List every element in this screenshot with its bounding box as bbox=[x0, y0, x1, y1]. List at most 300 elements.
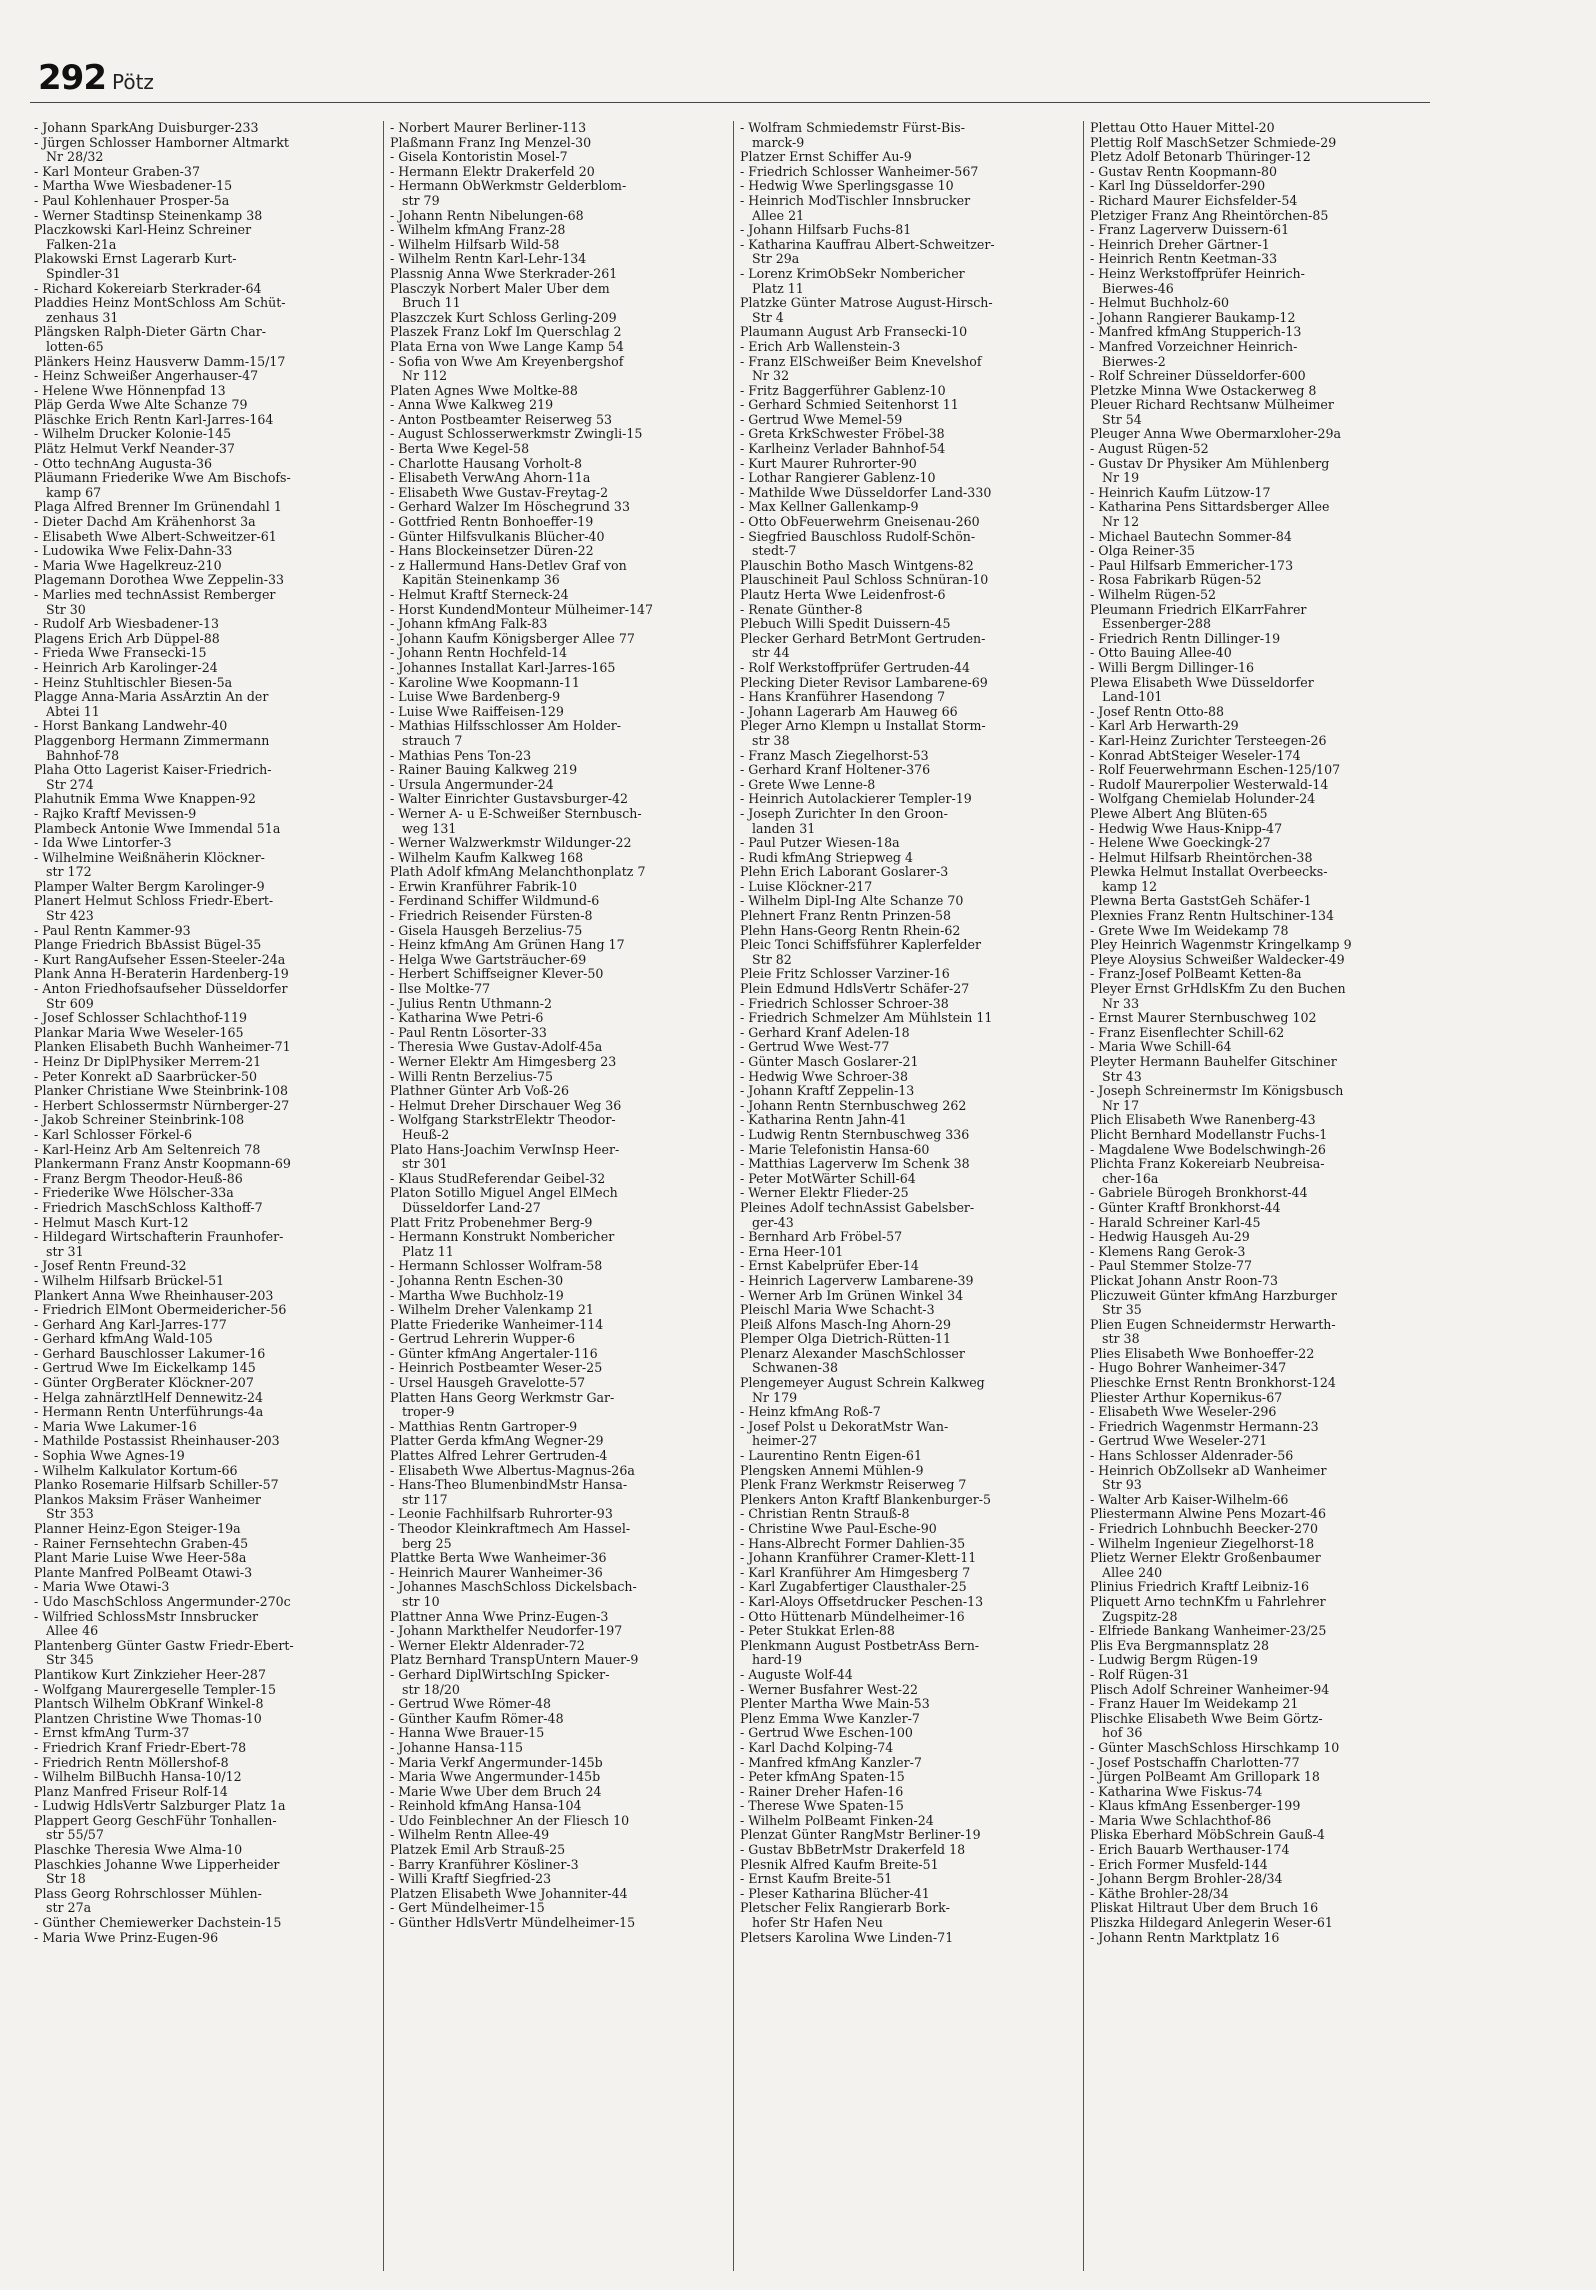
directory-entry: - Helga Wwe Gartsträucher-69 bbox=[390, 952, 587, 967]
directory-entry: - Klaus kfmAng Essenberger-199 bbox=[1090, 1799, 1301, 1814]
directory-entry: str 55/57 bbox=[34, 1828, 104, 1843]
directory-entry: Plankos Maksim Fräser Wanheimer bbox=[34, 1492, 261, 1507]
directory-entry: Plewe Albert Ang Blüten-65 bbox=[1090, 806, 1268, 821]
directory-entry: marck-9 bbox=[740, 135, 805, 150]
directory-entry: - Wolfgang Chemielab Holunder-24 bbox=[1090, 792, 1316, 807]
directory-entry: - Gerhard Ang Karl-Jarres-177 bbox=[34, 1317, 227, 1332]
directory-entry: - Rolf Werkstoffprüfer Gertruden-44 bbox=[740, 660, 971, 675]
directory-entry: - Auguste Wolf-44 bbox=[740, 1667, 853, 1682]
directory-entry: Plien Eugen Schneidermstr Herwarth- bbox=[1090, 1317, 1336, 1332]
directory-entry: Plietz Werner Elektr Großenbaumer bbox=[1090, 1551, 1321, 1566]
directory-entry: - Ludwig Rentn Sternbuschweg 336 bbox=[740, 1127, 970, 1142]
directory-entry: Plein Edmund HdlsVertr Schäfer-27 bbox=[740, 982, 970, 997]
directory-entry: - Erich Bauarb Werthauser-174 bbox=[1090, 1843, 1290, 1858]
directory-entry: - Helene Wwe Hönnenpfad 13 bbox=[34, 383, 226, 398]
directory-entry: Planko Rosemarie Hilfsarb Schiller-57 bbox=[34, 1478, 279, 1493]
directory-entry: - Erich Former Musfeld-144 bbox=[1090, 1857, 1268, 1872]
directory-entry: - Gertrud Wwe Weseler-271 bbox=[1090, 1434, 1268, 1449]
directory-entry: - Walter Einrichter Gustavsburger-42 bbox=[390, 792, 629, 807]
directory-entry: Plass Georg Rohrschlosser Mühlen- bbox=[34, 1886, 262, 1901]
directory-entry: Land-101 bbox=[1090, 690, 1163, 705]
directory-entry: - Maria Verkf Angermunder-145b bbox=[390, 1755, 603, 1770]
directory-entry: - Günter Kraftf Bronkhorst-44 bbox=[1090, 1200, 1281, 1215]
directory-entry: - Theodor Kleinkraftmech Am Hassel- bbox=[390, 1522, 631, 1536]
directory-entry: - Heinrich ModTischler Innsbrucker bbox=[740, 193, 971, 208]
directory-entry: - Maria Wwe Schlachthof-86 bbox=[1090, 1813, 1272, 1828]
directory-entry: - Maria Wwe Schill-64 bbox=[1090, 1040, 1232, 1055]
directory-entry: Plexnies Franz Rentn Hultschiner-134 bbox=[1090, 909, 1335, 924]
directory-entry: str 301 bbox=[390, 1157, 448, 1172]
directory-entry: - Werner Elektr Am Himgesberg 23 bbox=[390, 1055, 617, 1069]
directory-entry: - Theresia Wwe Gustav-Adolf-45a bbox=[390, 1040, 603, 1055]
directory-entry: Pleie Fritz Schlosser Varziner-16 bbox=[740, 967, 950, 982]
directory-entry: kamp 67 bbox=[34, 485, 102, 500]
directory-entry: - Karl Monteur Graben-37 bbox=[34, 164, 200, 179]
directory-columns bbox=[34, 121, 1434, 2271]
directory-entry: - Christine Wwe Paul-Esche-90 bbox=[740, 1522, 937, 1536]
directory-entry: - Karl-Heinz Zurichter Tersteegen-26 bbox=[1090, 733, 1327, 748]
directory-entry: - Otto Bauing Allee-40 bbox=[1090, 646, 1232, 661]
directory-entry: Str 423 bbox=[34, 909, 94, 924]
directory-entry: Plantsch Wilhelm ObKranf Winkel-8 bbox=[34, 1697, 264, 1712]
directory-entry: - Karl Ing Düsseldorfer-290 bbox=[1090, 179, 1266, 194]
directory-entry: - Charlotte Hausang Vorholt-8 bbox=[390, 456, 583, 471]
directory-entry: str 38 bbox=[1090, 1332, 1140, 1347]
directory-entry: - Johann Rentn Hochfeld-14 bbox=[390, 646, 568, 661]
directory-entry: - Johann Kaufm Königsberger Allee 77 bbox=[390, 631, 635, 646]
directory-entry: - Karl Dachd Kolping-74 bbox=[740, 1740, 894, 1755]
directory-entry: - Wolfgang Maurergeselle Templer-15 bbox=[34, 1682, 276, 1697]
directory-entry: Planken Elisabeth Buchh Wanheimer-71 bbox=[34, 1040, 291, 1055]
directory-entry: zenhaus 31 bbox=[34, 310, 119, 325]
directory-entry: Plankar Maria Wwe Weseler-165 bbox=[34, 1025, 244, 1040]
directory-entry: Plakowski Ernst Lagerarb Kurt- bbox=[34, 252, 237, 267]
directory-entry: Plengemeyer August Schrein Kalkweg bbox=[740, 1376, 985, 1391]
directory-entry: - Wilhelm Hilfsarb Wild-58 bbox=[390, 237, 560, 252]
directory-entry: Platzen Elisabeth Wwe Johanniter-44 bbox=[390, 1886, 628, 1901]
directory-entry: - Josef Rentn Freund-32 bbox=[34, 1259, 187, 1274]
directory-entry: - Mathias Hilfsschlosser Am Holder- bbox=[390, 719, 622, 734]
directory-entry: - Johann Rentn Sternbuschweg 262 bbox=[740, 1098, 967, 1113]
directory-entry: - Werner Busfahrer West-22 bbox=[740, 1682, 919, 1697]
directory-entry: - Gerhard DiplWirtschIng Spicker- bbox=[390, 1667, 610, 1682]
directory-entry: Platzke Günter Matrose August-Hirsch- bbox=[740, 296, 993, 311]
directory-entry: Plathner Günter Arb Voß-26 bbox=[390, 1084, 569, 1099]
directory-entry: str 27a bbox=[34, 1901, 92, 1916]
column-3 bbox=[734, 121, 1084, 2271]
directory-entry: str 10 bbox=[390, 1594, 440, 1609]
directory-entry: Plauschineit Paul Schloss Schnüran-10 bbox=[740, 573, 989, 588]
directory-entry: - Fritz Baggerführer Gablenz-10 bbox=[740, 383, 946, 398]
directory-entry: - Franz Lagerverw Duissern-61 bbox=[1090, 223, 1290, 238]
directory-entry: - Johannes MaschSchloss Dickelsbach- bbox=[390, 1580, 637, 1595]
directory-entry: - Friederike Wwe Hölscher-33a bbox=[34, 1186, 234, 1201]
directory-entry: - Günther HdlsVertr Mündelheimer-15 bbox=[390, 1916, 636, 1931]
directory-entry: Nr 112 bbox=[390, 369, 448, 384]
directory-entry: - Richard Maurer Eichsfelder-54 bbox=[1090, 193, 1298, 208]
directory-entry: Plattner Anna Wwe Prinz-Eugen-3 bbox=[390, 1609, 609, 1624]
directory-entry: - Franz Eisenflechter Schill-62 bbox=[1090, 1025, 1285, 1040]
directory-entry: Pleuer Richard Rechtsanw Mülheimer bbox=[1090, 398, 1334, 413]
directory-entry: - Friedrich ElMont Obermeidericher-56 bbox=[34, 1303, 287, 1318]
directory-entry: Nr 33 bbox=[1090, 996, 1140, 1011]
directory-entry: Spindler-31 bbox=[34, 266, 121, 281]
directory-entry: - Gustav BbBetrMstr Drakerfeld 18 bbox=[740, 1843, 966, 1858]
directory-entry: - Richard Kokereiarb Sterkrader-64 bbox=[34, 281, 262, 296]
directory-entry: - Helga zahnärztlHelf Dennewitz-24 bbox=[34, 1390, 264, 1405]
directory-entry: Plappert Georg GeschFühr Tonhallen- bbox=[34, 1813, 277, 1828]
directory-entry: str 172 bbox=[34, 865, 92, 880]
directory-entry: - Maria Wwe Hagelkreuz-210 bbox=[34, 558, 222, 573]
directory-entry: - Günther Kaufm Römer-48 bbox=[390, 1711, 564, 1726]
directory-entry: - Heinrich Rentn Keetman-33 bbox=[1090, 252, 1278, 267]
directory-entry: - Otto Hüttenarb Mündelheimer-16 bbox=[740, 1609, 965, 1624]
directory-entry: - Gerhard Kranf Holtener-376 bbox=[740, 763, 931, 778]
directory-entry: - Wilhelm Kaufm Kalkweg 168 bbox=[390, 850, 584, 865]
directory-entry: Pleines Adolf technAssist Gabelsber- bbox=[740, 1200, 975, 1215]
directory-entry: - Jakob Schreiner Steinbrink-108 bbox=[34, 1113, 245, 1128]
directory-entry: - Gottfried Rentn Bonhoeffer-19 bbox=[390, 515, 594, 530]
directory-entry: Plambeck Antonie Wwe Immendal 51a bbox=[34, 821, 281, 836]
directory-entry: - Rainer Fernsehtechn Graben-45 bbox=[34, 1536, 249, 1551]
directory-entry: - Josef Schlosser Schlachthof-119 bbox=[34, 1011, 248, 1026]
directory-entry: - Marie Wwe Über dem Bruch 24 bbox=[390, 1784, 602, 1799]
directory-entry: - Franz Hauer Im Weidekamp 21 bbox=[1090, 1697, 1299, 1712]
directory-entry: - Friedrich Rentn Dillinger-19 bbox=[1090, 631, 1281, 646]
directory-entry: - Werner A- u E-Schweißer Sternbusch- bbox=[390, 806, 642, 821]
directory-entry: - Franz-Josef PolBeamt Ketten-8a bbox=[1090, 967, 1302, 982]
directory-entry: Plaga Alfred Brenner Im Grünendahl 1 bbox=[34, 500, 282, 515]
directory-entry: Pleyter Hermann Bauhelfer Gitschiner bbox=[1090, 1055, 1337, 1069]
directory-entry: - Heinrich Dreher Gärtner-1 bbox=[1090, 237, 1270, 252]
directory-entry: Bahnhof-78 bbox=[34, 748, 120, 763]
directory-entry: Bierwes-2 bbox=[1090, 354, 1166, 369]
directory-entry: - Martha Wwe Buchholz-19 bbox=[390, 1288, 564, 1303]
directory-entry: - Gabriele Bürogeh Bronkhorst-44 bbox=[1090, 1186, 1308, 1201]
directory-entry: Str 345 bbox=[34, 1653, 94, 1668]
directory-entry: - Wilhelm Drucker Kolonie-145 bbox=[34, 427, 232, 442]
directory-entry: Pletz Adolf Betonarb Thüringer-12 bbox=[1090, 150, 1311, 165]
directory-entry: Plies Elisabeth Wwe Bonhoeffer-22 bbox=[1090, 1346, 1315, 1361]
directory-entry: Plantzen Christine Wwe Thomas-10 bbox=[34, 1711, 262, 1726]
directory-entry: Plaschke Theresia Wwe Alma-10 bbox=[34, 1843, 243, 1858]
directory-entry: - Josef Polst u DekoratMstr Wan- bbox=[740, 1419, 949, 1434]
directory-entry: - Günter Masch Goslarer-21 bbox=[740, 1055, 919, 1069]
directory-entry: - Bernhard Arb Fröbel-57 bbox=[740, 1230, 903, 1245]
directory-entry: - Rolf Rügen-31 bbox=[1090, 1667, 1190, 1682]
directory-entry: Str 4 bbox=[740, 310, 784, 325]
directory-entry: - Helmut Buchholz-60 bbox=[1090, 296, 1230, 311]
directory-entry: Str 353 bbox=[34, 1507, 94, 1522]
directory-entry: Plath Adolf kfmAng Melanchthonplatz 7 bbox=[390, 865, 646, 880]
directory-entry: - Herbert Schlossermstr Nürnberger-27 bbox=[34, 1098, 290, 1113]
directory-entry: Str 609 bbox=[34, 996, 94, 1011]
directory-entry: - Helmut Hilfsarb Rheintörchen-38 bbox=[1090, 850, 1313, 865]
directory-entry: - Jürgen Schlosser Hamborner Altmarkt bbox=[34, 135, 289, 150]
directory-entry: - Berta Wwe Kegel-58 bbox=[390, 442, 530, 457]
directory-entry: - Rudolf Maurerpolier Westerwald-14 bbox=[1090, 777, 1329, 792]
directory-entry: Pliester Arthur Kopernikus-67 bbox=[1090, 1390, 1283, 1405]
directory-entry: - Johann kfmAng Falk-83 bbox=[390, 617, 548, 632]
running-title: Pötz bbox=[111, 70, 154, 94]
directory-entry: Plecking Dieter Revisor Lambarene-69 bbox=[740, 675, 988, 690]
directory-entry: str 79 bbox=[390, 193, 440, 208]
directory-entry: - Willi Rentn Berzelius-75 bbox=[390, 1069, 554, 1084]
directory-entry: Pliszka Hildegard Anlegerin Weser-61 bbox=[1090, 1916, 1333, 1931]
directory-entry: Plaßmann Franz Ing Menzel-30 bbox=[390, 135, 592, 150]
directory-entry: Plecker Gerhard BetrMont Gertruden- bbox=[740, 631, 986, 646]
directory-entry: - Rainer Bauing Kalkweg 219 bbox=[390, 763, 578, 778]
directory-entry: Pliska Eberhard MöbSchrein Gauß-4 bbox=[1090, 1828, 1325, 1843]
directory-entry: str 31 bbox=[34, 1244, 84, 1259]
directory-entry: - Otto ObFeuerwehrm Gneisenau-260 bbox=[740, 515, 980, 530]
directory-entry: Düsseldorfer Land-27 bbox=[390, 1200, 541, 1215]
directory-entry: - Karl-Heinz Arb Am Seltenreich 78 bbox=[34, 1142, 261, 1157]
directory-entry: str 44 bbox=[740, 646, 790, 661]
directory-entry: - Gerhard kfmAng Wald-105 bbox=[34, 1332, 213, 1347]
directory-entry: - Horst KundendMonteur Mülheimer-147 bbox=[390, 602, 653, 617]
directory-entry: - Karl Schlosser Förkel-6 bbox=[34, 1127, 193, 1142]
directory-entry: - Friedrich Reisender Fürsten-8 bbox=[390, 909, 593, 924]
directory-entry: - Heinrich Autolackierer Templer-19 bbox=[740, 792, 972, 807]
directory-entry: - Gerhard Bauschlosser Lakumer-16 bbox=[34, 1346, 266, 1361]
directory-entry: - Rainer Dreher Hafen-16 bbox=[740, 1784, 904, 1799]
directory-entry: Pladdies Heinz MontSchloss Am Schüt- bbox=[34, 296, 286, 311]
directory-entry: - Friedrich Schmelzer Am Mühlstein 11 bbox=[740, 1011, 993, 1026]
directory-entry: - Ernst kfmAng Turm-37 bbox=[34, 1726, 190, 1741]
directory-entry: Pleumann Friedrich ElKarrFahrer bbox=[1090, 602, 1307, 617]
directory-entry: Pleic Tonci Schiffsführer Kaplerfelder bbox=[740, 938, 982, 953]
directory-entry: - Karl Kranführer Am Himgesberg 7 bbox=[740, 1565, 971, 1580]
directory-entry: Pläschke Erich Rentn Karl-Jarres-164 bbox=[34, 412, 274, 427]
directory-entry: Plaggenborg Hermann Zimmermann bbox=[34, 733, 270, 748]
directory-entry: - Ferdinand Schiffer Wildmund-6 bbox=[390, 894, 600, 909]
directory-entry: - Konrad AbtSteiger Weseler-174 bbox=[1090, 748, 1301, 763]
directory-entry: - Hedwig Hausgeh Au-29 bbox=[1090, 1230, 1250, 1245]
directory-entry: - Friedrich MaschSchloss Kalthoff-7 bbox=[34, 1200, 263, 1215]
directory-entry: - Paul Putzer Wiesen-18a bbox=[740, 836, 900, 851]
directory-entry: Plaszczek Kurt Schloss Gerling-209 bbox=[390, 310, 617, 325]
directory-entry: Nr 19 bbox=[1090, 471, 1140, 486]
directory-entry: Pleuger Anna Wwe Obermarxloher-29a bbox=[1090, 427, 1342, 442]
directory-entry: - Kurt Maurer Ruhrorter-90 bbox=[740, 456, 917, 471]
directory-entry: - Rosa Fabrikarb Rügen-52 bbox=[1090, 573, 1262, 588]
directory-entry: - Elisabeth Wwe Gustav-Freytag-2 bbox=[390, 485, 609, 500]
directory-entry: - Johann Bergm Brohler-28/34 bbox=[1090, 1872, 1283, 1887]
directory-entry: - Ursula Angermunder-24 bbox=[390, 777, 554, 792]
directory-entry: Plenter Martha Wwe Main-53 bbox=[740, 1697, 930, 1712]
directory-entry: Str 29a bbox=[740, 252, 800, 267]
directory-entry: - Johann SparkAng Duisburger-233 bbox=[34, 121, 259, 135]
directory-entry: cher-16a bbox=[1090, 1171, 1159, 1186]
directory-entry: - Martha Wwe Wiesbadener-15 bbox=[34, 179, 233, 194]
directory-entry: Plagge Anna-Maria AssÄrztin An der bbox=[34, 690, 269, 705]
directory-entry: - Katharina Pens Sittardsberger Allee bbox=[1090, 500, 1330, 515]
directory-entry: - Lorenz KrimObSekr Nombericher bbox=[740, 266, 965, 281]
directory-entry: Plänkers Heinz Hausverw Damm-15/17 bbox=[34, 354, 286, 369]
directory-entry: Pletziger Franz Ang Rheintörchen-85 bbox=[1090, 208, 1329, 223]
directory-entry: Plagemann Dorothea Wwe Zeppelin-33 bbox=[34, 573, 285, 588]
directory-entry: Schwanen-38 bbox=[740, 1361, 839, 1376]
directory-entry: - Johann Kraftf Zeppelin-13 bbox=[740, 1084, 915, 1099]
directory-entry: - Siegfried Bauschloss Rudolf-Schön- bbox=[740, 529, 976, 544]
directory-entry: - Ludwig HdlsVertr Salzburger Platz 1a bbox=[34, 1799, 286, 1814]
directory-entry: - Marlies med technAssist Remberger bbox=[34, 588, 276, 602]
directory-entry: - Peter Konrekt aD Saarbrücker-50 bbox=[34, 1069, 257, 1084]
directory-entry: - Gertrud Wwe West-77 bbox=[740, 1040, 890, 1055]
directory-entry: - Lothar Rangierer Gablenz-10 bbox=[740, 471, 936, 486]
directory-entry: str 117 bbox=[390, 1492, 448, 1507]
directory-entry: - Gerhard Kranf Adelen-18 bbox=[740, 1025, 910, 1040]
directory-entry: Pliquett Arno technKfm u Fahrlehrer bbox=[1090, 1594, 1326, 1609]
directory-entry: Bierwes-46 bbox=[1090, 281, 1174, 296]
directory-entry: - Grete Wwe Lenne-8 bbox=[740, 777, 876, 792]
directory-entry: Plesnik Alfred Kaufm Breite-51 bbox=[740, 1857, 939, 1872]
directory-entry: Plischke Elisabeth Wwe Beim Görtz- bbox=[1090, 1711, 1323, 1726]
directory-entry: - Heinrich Postbeamter Weser-25 bbox=[390, 1361, 603, 1376]
directory-entry: - Luise Wwe Bardenberg-9 bbox=[390, 690, 561, 705]
directory-entry: - Hermann Schlosser Wolfram-58 bbox=[390, 1259, 603, 1274]
header-rule bbox=[30, 102, 1430, 103]
directory-entry: - Hedwig Wwe Schroer-38 bbox=[740, 1069, 908, 1084]
directory-entry: Plettau Otto Hauer Mittel-20 bbox=[1090, 121, 1275, 135]
directory-entry: - Josef Postschaffn Charlotten-77 bbox=[1090, 1755, 1300, 1770]
directory-entry: Planert Helmut Schloss Friedr-Ebert- bbox=[34, 894, 274, 909]
directory-entry: Falken-21a bbox=[34, 237, 117, 252]
directory-entry: - Norbert Maurer Berliner-113 bbox=[390, 121, 587, 135]
directory-entry: - Grete Wwe Im Weidekamp 78 bbox=[1090, 923, 1289, 938]
directory-entry: Pletzke Minna Wwe Ostackerweg 8 bbox=[1090, 383, 1317, 398]
directory-entry: - Josef Rentn Otto-88 bbox=[1090, 704, 1224, 719]
directory-entry: - Frieda Wwe Fransecki-15 bbox=[34, 646, 207, 661]
directory-entry: - Elfriede Bankang Wanheimer-23/25 bbox=[1090, 1624, 1327, 1639]
directory-entry: Plickat Johann Anstr Roon-73 bbox=[1090, 1273, 1279, 1288]
directory-entry: - Reinhold kfmAng Hansa-104 bbox=[390, 1799, 582, 1814]
directory-entry: Plewna Berta GaststGeh Schäfer-1 bbox=[1090, 894, 1312, 909]
directory-entry: - Herbert Schiffseigner Klever-50 bbox=[390, 967, 604, 982]
directory-entry: - Anton Postbeamter Reiserweg 53 bbox=[390, 412, 613, 427]
page-number: 292 bbox=[38, 58, 106, 98]
directory-entry: - Olga Reiner-35 bbox=[1090, 544, 1196, 559]
directory-entry: Plantikow Kurt Zinkzieher Heer-287 bbox=[34, 1667, 266, 1682]
directory-entry: - Luise Klöckner-217 bbox=[740, 879, 873, 894]
directory-entry: Plängsken Ralph-Dieter Gärtn Char- bbox=[34, 325, 266, 340]
directory-entry: Nr 28/32 bbox=[34, 150, 104, 165]
directory-entry: Plaszek Franz Lokf Im Querschlag 2 bbox=[390, 325, 622, 340]
directory-entry: - Rolf Feuerwehrmann Eschen-125/107 bbox=[1090, 763, 1341, 778]
directory-entry: strauch 7 bbox=[390, 733, 463, 748]
directory-entry: - Katharina Wwe Petri-6 bbox=[390, 1011, 544, 1026]
directory-entry: Plauschin Botho Masch Wintgens-82 bbox=[740, 558, 974, 573]
directory-entry: - Max Kellner Gallenkamp-9 bbox=[740, 500, 919, 515]
directory-entry: - Willi Bergm Dillinger-16 bbox=[1090, 660, 1254, 675]
directory-entry: - Greta KrkSchwester Fröbel-38 bbox=[740, 427, 945, 442]
directory-entry: - Johann Kranführer Cramer-Klett-11 bbox=[740, 1551, 977, 1566]
directory-entry: - Friedrich Kranf Friedr-Ebert-78 bbox=[34, 1740, 247, 1755]
directory-entry: - Wilhelm Rentn Karl-Lehr-134 bbox=[390, 252, 587, 267]
directory-entry: - Peter Stukkat Erlen-88 bbox=[740, 1624, 895, 1639]
directory-entry: - Gertrud Wwe Im Eickelkamp 145 bbox=[34, 1361, 256, 1376]
directory-entry: Plahutnik Emma Wwe Knappen-92 bbox=[34, 792, 256, 807]
directory-entry: - Joseph Schreinermstr Im Königsbusch bbox=[1090, 1084, 1344, 1099]
directory-entry: - Wilhelm kfmAng Franz-28 bbox=[390, 223, 566, 238]
directory-entry: Str 18 bbox=[34, 1872, 86, 1887]
directory-entry: - Dieter Dachd Am Krähenhorst 3a bbox=[34, 515, 256, 530]
directory-entry: - Franz Bergm Theodor-Heuß-86 bbox=[34, 1171, 243, 1186]
directory-entry: - Erwin Kranführer Fabrik-10 bbox=[390, 879, 578, 894]
directory-entry: - Heinrich ObZollsekr aD Wanheimer bbox=[1090, 1463, 1327, 1478]
directory-entry: Plenkers Anton Kraftf Blankenburger-5 bbox=[740, 1492, 992, 1507]
directory-entry: - Helmut Kraftf Sterneck-24 bbox=[390, 588, 569, 602]
directory-entry: - Günter OrgBerater Klöckner-207 bbox=[34, 1376, 254, 1391]
directory-entry: - Sofia von Wwe Am Kreyenbergshof bbox=[390, 354, 624, 369]
directory-entry: - Hugo Bohrer Wanheimer-347 bbox=[1090, 1361, 1287, 1376]
directory-entry: - Rudi kfmAng Striepweg 4 bbox=[740, 850, 914, 865]
directory-entry: - Rudolf Arb Wiesbadener-13 bbox=[34, 617, 219, 632]
directory-entry: Plante Manfred PolBeamt Otawi-3 bbox=[34, 1565, 253, 1580]
directory-entry: weg 131 bbox=[390, 821, 457, 836]
directory-entry: Platt Fritz Probenehmer Berg-9 bbox=[390, 1215, 593, 1230]
directory-entry: - Erich Arb Wallenstein-3 bbox=[740, 339, 901, 354]
directory-entry: - Hermann Konstrukt Nombericher bbox=[390, 1230, 615, 1245]
directory-entry: - Rolf Schreiner Düsseldorfer-600 bbox=[1090, 369, 1306, 384]
directory-entry: Plank Anna H-Beraterin Hardenberg-19 bbox=[34, 967, 289, 982]
directory-entry: - Franz ElSchweißer Beim Knevelshof bbox=[740, 354, 982, 369]
directory-entry: Str 274 bbox=[34, 777, 94, 792]
directory-entry: Nr 179 bbox=[740, 1390, 798, 1405]
directory-entry: Placzkowski Karl-Heinz Schreiner bbox=[34, 223, 252, 238]
directory-entry: ger-43 bbox=[740, 1215, 794, 1230]
directory-entry: - Helmut Dreher Dirschauer Weg 36 bbox=[390, 1098, 622, 1113]
directory-entry: Platter Gerda kfmAng Wegner-29 bbox=[390, 1434, 604, 1449]
directory-entry: - Ernst Kaufm Breite-51 bbox=[740, 1872, 893, 1887]
directory-entry: - Elisabeth Wwe Albert-Schweitzer-61 bbox=[34, 529, 277, 544]
directory-entry: - Katharina Rentn Jahn-41 bbox=[740, 1113, 907, 1128]
directory-entry: - Heinrich Maurer Wanheimer-36 bbox=[390, 1565, 603, 1580]
directory-entry: - Heinrich Arb Karolinger-24 bbox=[34, 660, 218, 675]
directory-entry: Plemper Olga Dietrich-Rütten-11 bbox=[740, 1332, 952, 1347]
directory-entry: - Karl Arb Herwarth-29 bbox=[1090, 719, 1239, 734]
directory-entry: Pläp Gerda Wwe Alte Schanze 79 bbox=[34, 398, 248, 413]
directory-entry: Str 93 bbox=[1090, 1478, 1142, 1493]
directory-entry: - Wilhelm Hilfsarb Brückel-51 bbox=[34, 1273, 225, 1288]
directory-entry: - Paul Kohlenhauer Prosper-5a bbox=[34, 193, 230, 208]
directory-entry: - Gustav Rentn Koopmann-80 bbox=[1090, 164, 1278, 179]
directory-entry: - Wilhelm Dreher Valenkamp 21 bbox=[390, 1303, 594, 1318]
directory-entry: Abtei 11 bbox=[34, 704, 100, 719]
directory-entry: - Gertrud Wwe Römer-48 bbox=[390, 1697, 551, 1712]
directory-entry: - Ursel Hausgeh Gravelotte-57 bbox=[390, 1376, 586, 1391]
directory-entry: - Laurentino Rentn Eigen-61 bbox=[740, 1449, 922, 1464]
directory-entry: - Hans-Theo BlumenbindMstr Hansa- bbox=[390, 1478, 628, 1493]
directory-entry: Planz Manfred Friseur Rolf-14 bbox=[34, 1784, 228, 1799]
directory-entry: Plenz Emma Wwe Kanzler-7 bbox=[740, 1711, 920, 1726]
directory-entry: Pley Heinrich Wagenmstr Kringelkamp 9 bbox=[1090, 938, 1352, 953]
directory-entry: Platen Agnes Wwe Moltke-88 bbox=[390, 383, 578, 398]
directory-entry: Plenarz Alexander MaschSchlosser bbox=[740, 1346, 965, 1361]
directory-entry: Plehn Erich Laborant Goslarer-3 bbox=[740, 865, 949, 880]
directory-entry: str 38 bbox=[740, 733, 790, 748]
directory-entry: kamp 12 bbox=[1090, 879, 1158, 894]
directory-entry: - Gisela Hausgeh Berzelius-75 bbox=[390, 923, 583, 938]
directory-entry: landen 31 bbox=[740, 821, 816, 836]
directory-entry: - Helene Wwe Goeckingk-27 bbox=[1090, 836, 1271, 851]
directory-entry: Plantenberg Günter Gastw Friedr-Ebert- bbox=[34, 1638, 294, 1653]
directory-entry: - Ludwig Bergm Rügen-19 bbox=[1090, 1653, 1258, 1668]
directory-entry: Plich Elisabeth Wwe Ranenberg-43 bbox=[1090, 1113, 1316, 1128]
directory-entry: - Jürgen PolBeamt Am Grillopark 18 bbox=[1090, 1770, 1320, 1785]
directory-entry: - Ilse Moltke-77 bbox=[390, 982, 491, 997]
